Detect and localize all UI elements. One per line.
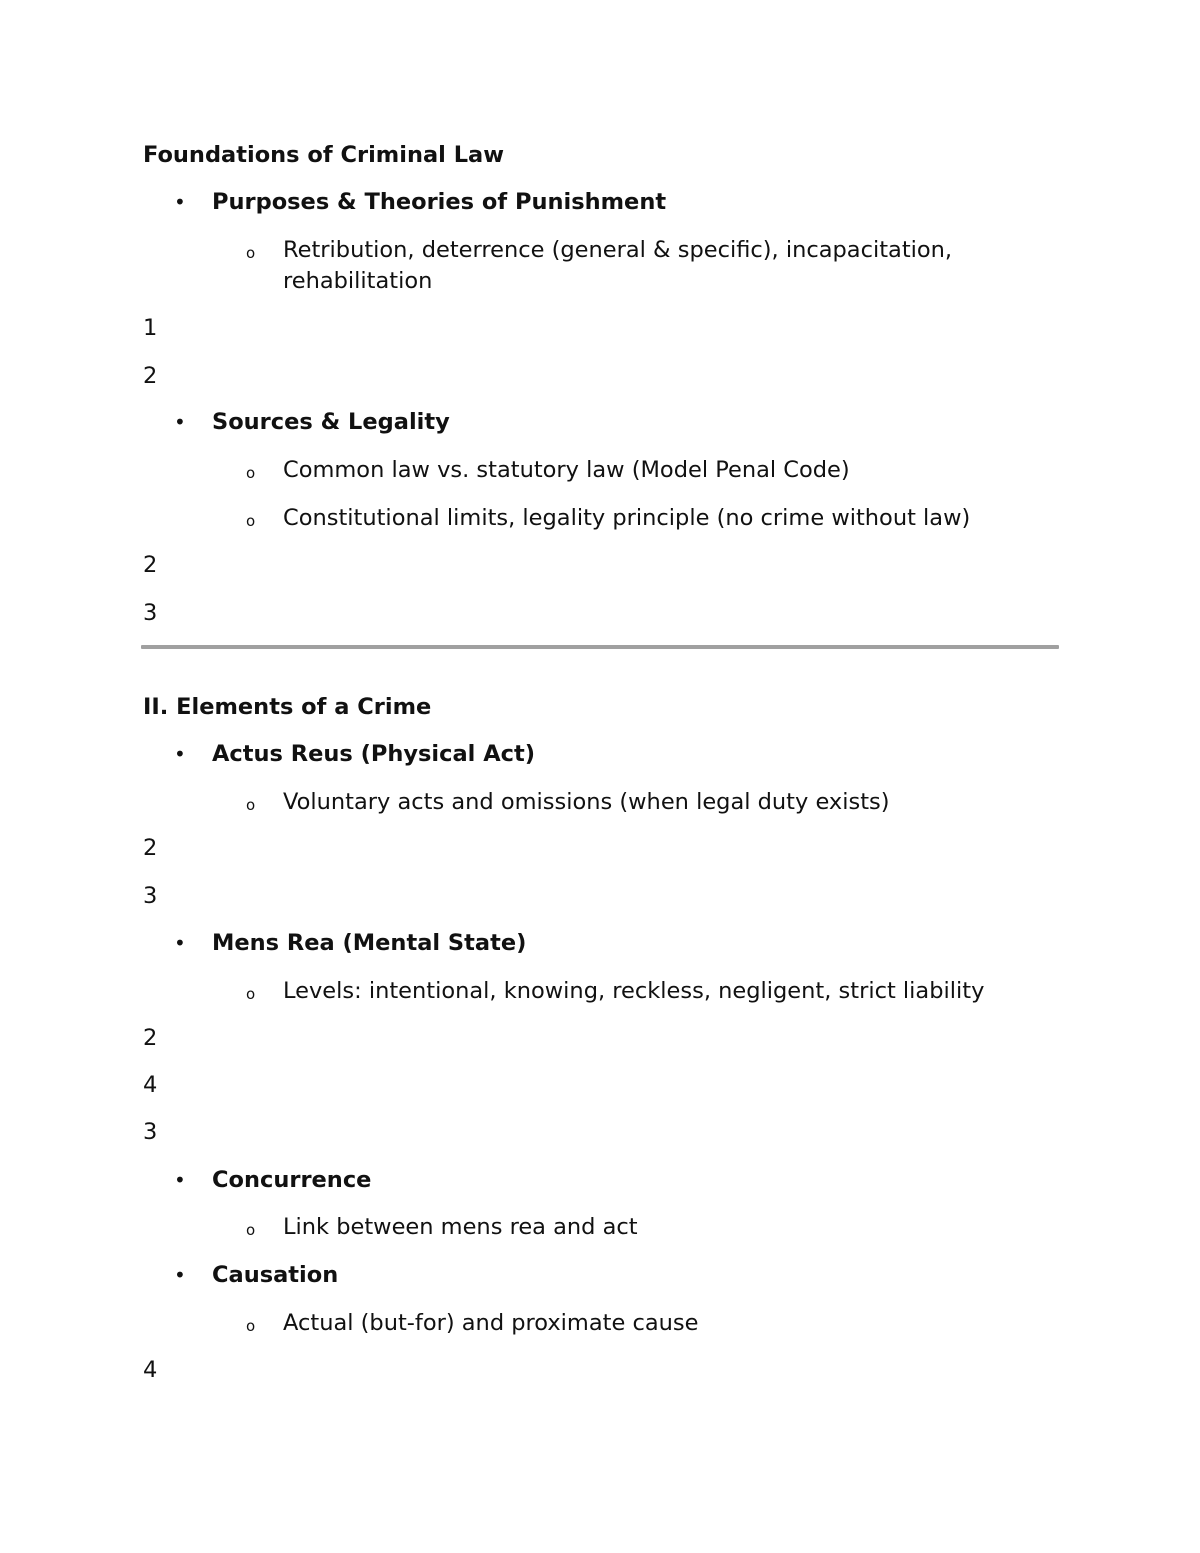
sub-item-text: Retribution, deterrence (general & specific), incapacitation, rehabilitation <box>283 237 953 294</box>
sub-marker: o <box>246 1317 256 1335</box>
page-number-marker: 2 <box>143 835 158 861</box>
sub-marker: o <box>246 464 256 482</box>
sub-item-levels <box>0 976 1200 1007</box>
horizontal-divider <box>141 645 1059 649</box>
bullet-marker: • <box>174 931 186 955</box>
page-number-marker: 1 <box>143 315 158 341</box>
sub-marker: o <box>246 796 256 814</box>
bullet-item-sources <box>0 407 1200 438</box>
sub-item-text: Actual (but-for) and proximate cause <box>283 1310 699 1336</box>
sub-marker: o <box>246 1221 256 1239</box>
page-number-marker: 2 <box>143 1025 158 1051</box>
section-1-title: Foundations of Criminal Law <box>143 142 505 168</box>
bullet-marker: • <box>174 190 186 214</box>
bullet-marker: • <box>174 410 186 434</box>
bullet-label: Actus Reus (Physical Act) <box>212 741 535 767</box>
bullet-item-purposes <box>0 187 1200 218</box>
page-number-marker: 3 <box>143 600 158 626</box>
sub-marker: o <box>246 244 256 262</box>
page-number-marker: 4 <box>143 1357 158 1383</box>
bullet-marker: • <box>174 1263 186 1287</box>
bullet-marker: • <box>174 1168 186 1192</box>
sub-item-text: Common law vs. statutory law (Model Penal Code) <box>283 457 850 483</box>
sub-item-theories <box>0 235 1200 297</box>
section-2-title: II. Elements of a Crime <box>143 694 432 720</box>
page-number-marker: 3 <box>143 1119 158 1145</box>
page-number-marker: 3 <box>143 883 158 909</box>
sub-marker: o <box>246 985 256 1003</box>
page-number-marker: 2 <box>143 363 158 389</box>
bullet-item-mens-rea <box>0 928 1200 959</box>
sub-item-text: Voluntary acts and omissions (when legal duty exists) <box>283 789 890 815</box>
bullet-item-concurrence <box>0 1165 1200 1196</box>
sub-item-text: Link between mens rea and act <box>283 1214 638 1240</box>
bullet-label: Purposes & Theories of Punishment <box>212 189 667 215</box>
bullet-label: Mens Rea (Mental State) <box>212 930 527 956</box>
sub-item-text: Levels: intentional, knowing, reckless, negligent, strict liability <box>283 978 985 1004</box>
sub-item-link <box>0 1212 1200 1243</box>
bullet-item-causation <box>0 1260 1200 1291</box>
sub-item-text: Constitutional limits, legality principle (no crime without law) <box>283 505 971 531</box>
sub-marker: o <box>246 512 256 530</box>
bullet-item-actus-reus <box>0 739 1200 770</box>
bullet-label: Causation <box>212 1262 339 1288</box>
bullet-label: Concurrence <box>212 1167 372 1193</box>
sub-item-constitutional <box>0 503 1200 534</box>
bullet-label: Sources & Legality <box>212 409 450 435</box>
sub-item-voluntary-acts <box>0 787 1200 818</box>
page-number-marker: 4 <box>143 1072 158 1098</box>
page-number-marker: 2 <box>143 552 158 578</box>
bullet-marker: • <box>174 742 186 766</box>
sub-item-common-law <box>0 455 1200 486</box>
sub-item-actual-cause <box>0 1308 1200 1339</box>
